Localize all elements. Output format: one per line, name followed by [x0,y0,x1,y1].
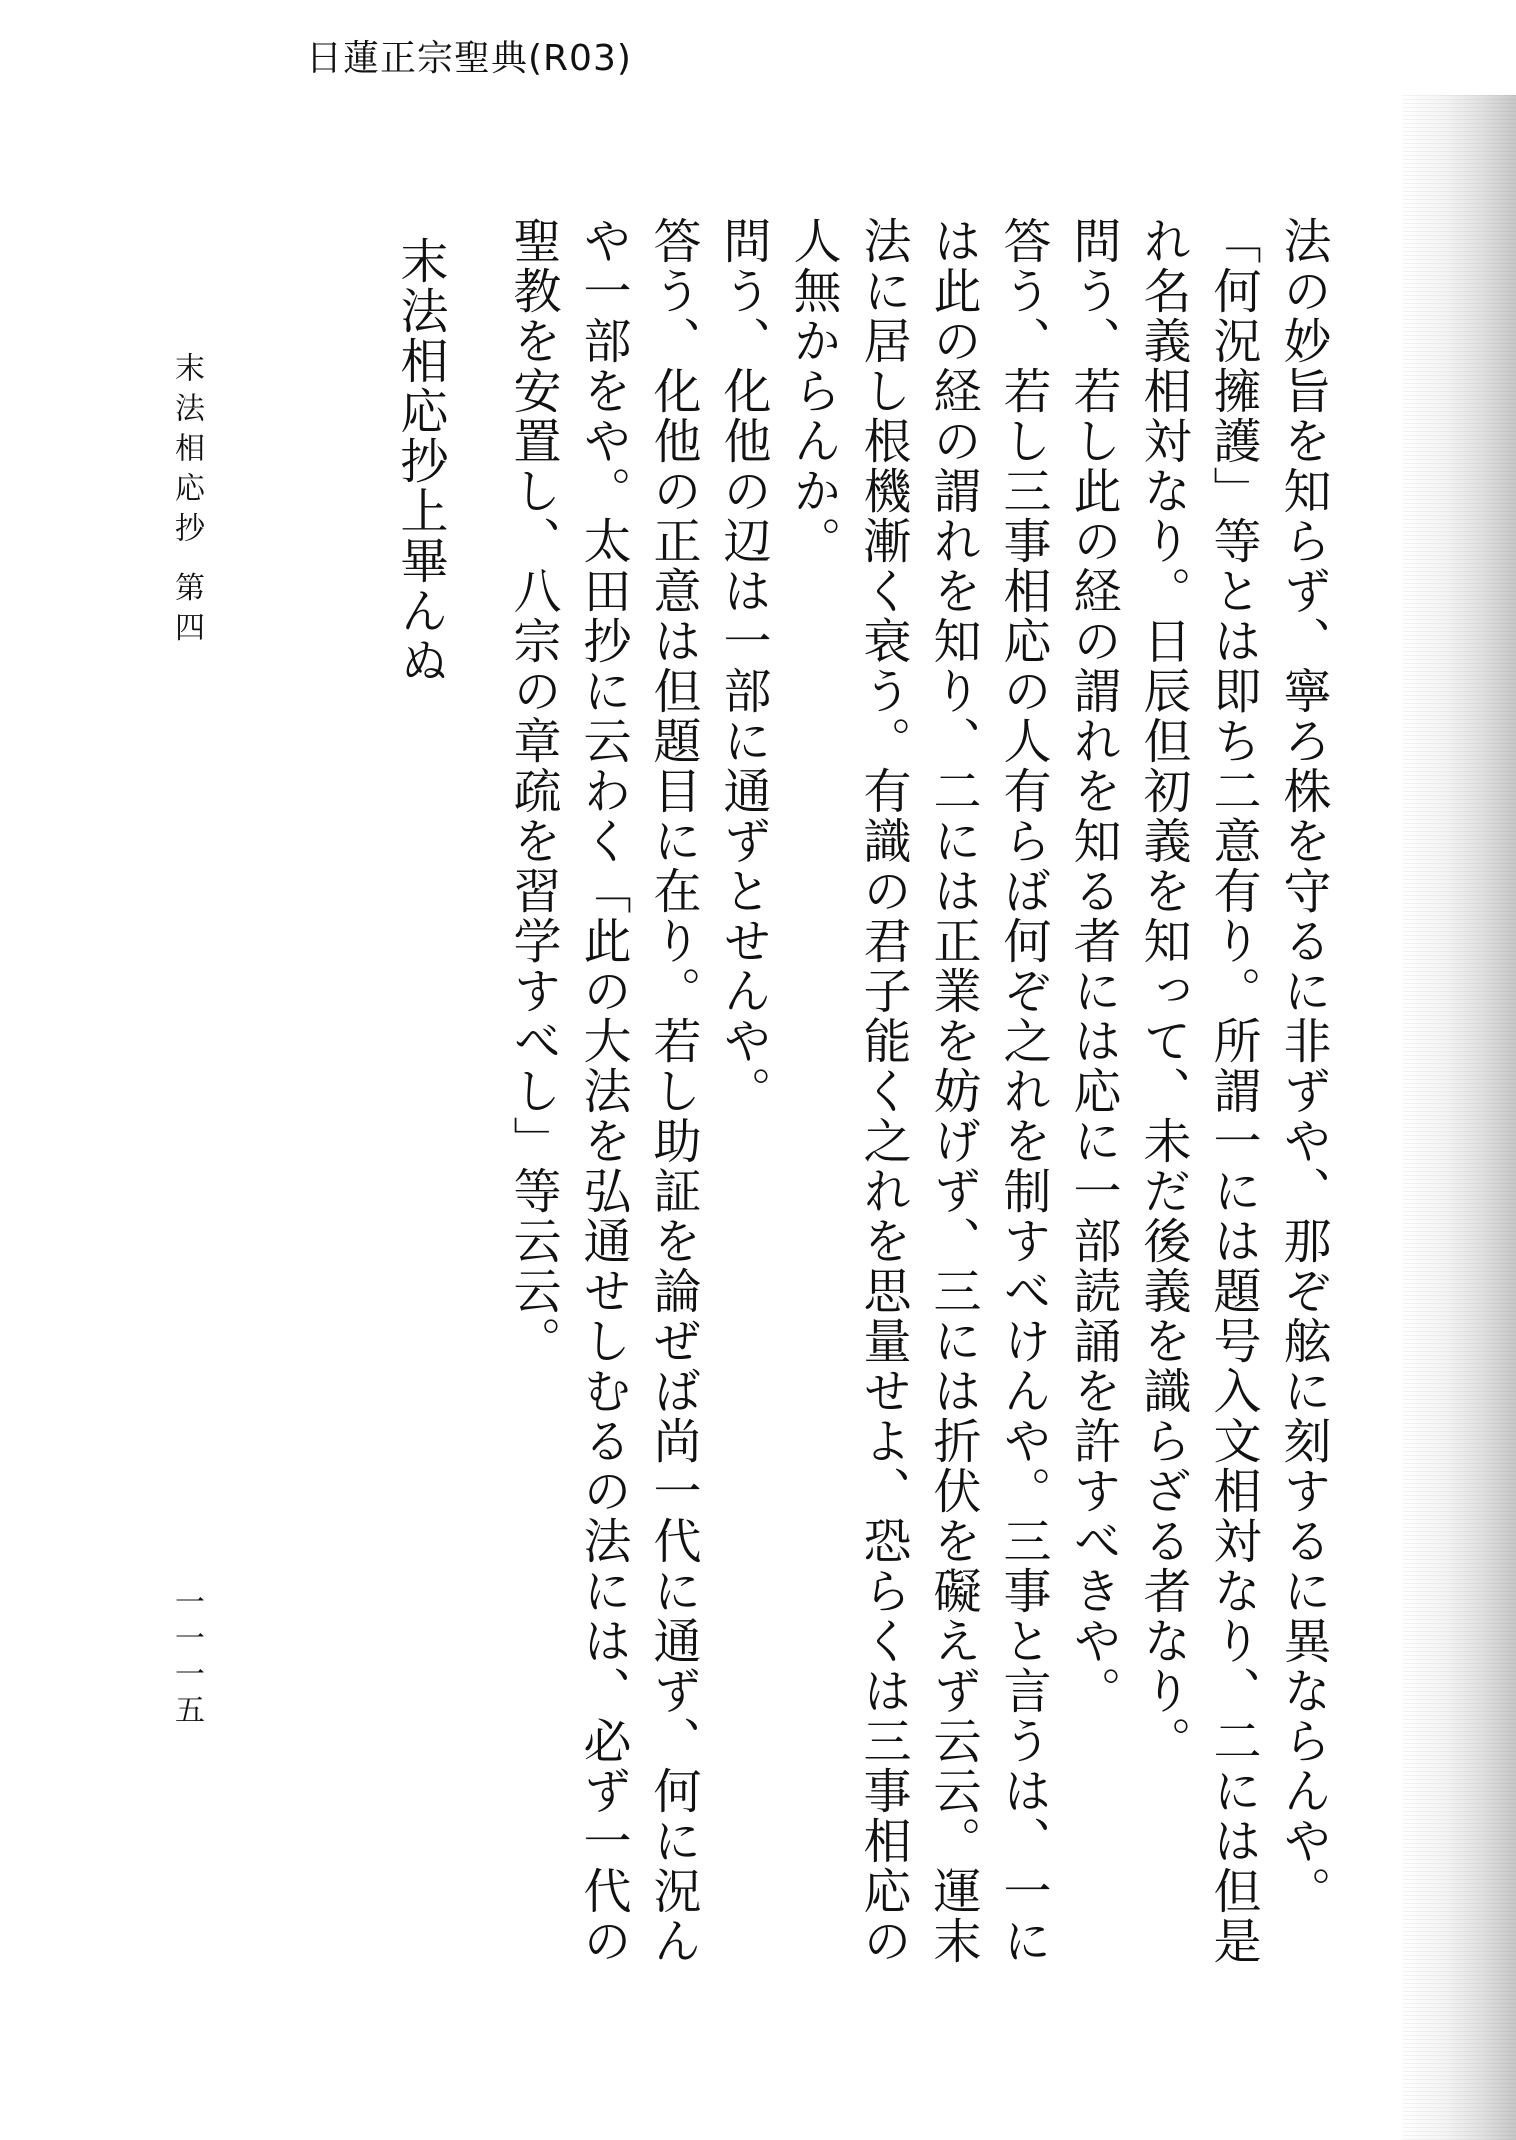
scan-shadow-edge [1402,95,1516,2140]
closing-line: 末法相応抄上畢んぬ [392,236,448,686]
paragraph: 問う、化他の辺は一部に通ずとせんや。 [715,216,771,1116]
paragraph: 法の妙旨を知らず、寧ろ株を守るに非ずや、那ぞ舷に刻するに異ならんや。「何況擁護」等とは即ち二意有り。所謂一には題号入文相対なり、二には但是れ名義相対なり。日辰但初義を知って、未だ後義を識らざる者なり。 [1135,216,1331,1966]
paragraph: 答う、化他の正意は但題目に在り。若し助証を論ぜば尚一代に通ず、何に況んや一部をや。太田抄に云わく「此の大法を弘通せしむるの法には、必ず一代の聖教を安置し、八宗の章疏を習学すべし」等云云。 [505,216,701,1966]
page-number: 一一一五 [169,1586,204,1730]
running-title: 末法相応抄 第四 [169,352,204,652]
main-text [498,216,1338,1976]
paragraph: 問う、若し此の経の謂れを知る者には応に一部読誦を許すべきや。 [1065,216,1121,1716]
page-header: 日蓮正宗聖典(R03) [306,38,632,79]
paragraph: 答う、若し三事相応の人有らば何ぞ之れを制すべけんや。三事と言うは、一には此の経の謂れを知り、二には正業を妨げず、三には折伏を礙えず云云。運末法に居し根機漸く衰う。有識の君子能く之れを思量せよ、恐らくは三事相応の人無からんか。 [785,216,1051,1966]
